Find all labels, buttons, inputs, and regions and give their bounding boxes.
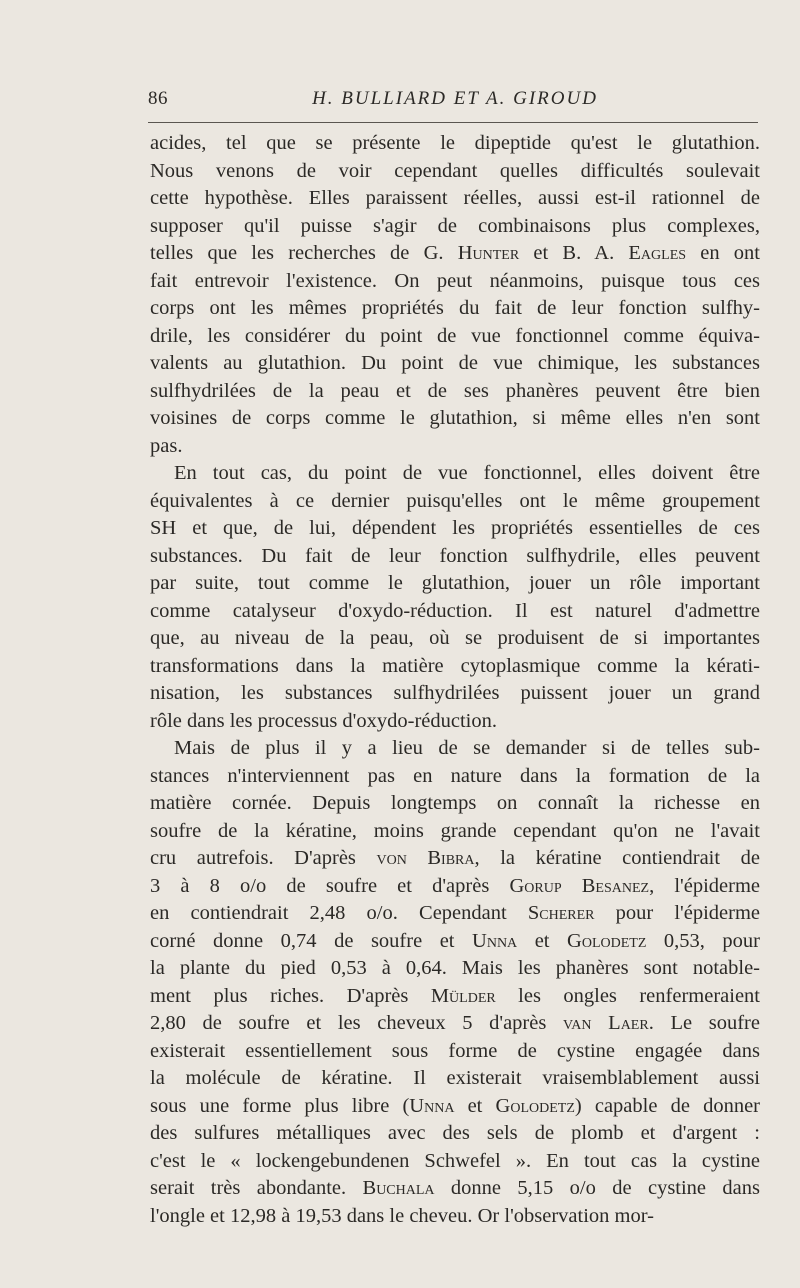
text-line — [150, 1175, 760, 1203]
text-run: la plante du pied 0,53 à 0,64. Mais les phanères sont notable- — [150, 957, 760, 979]
text-line — [150, 460, 760, 488]
text-run: , la kératine contiendrait de — [474, 847, 760, 869]
text-line — [150, 1065, 760, 1093]
author-name: Eagles — [628, 242, 687, 264]
text-run: équivalentes à ce dernier puisqu'elles ont le même groupement — [150, 489, 760, 512]
text-run: valents au glutathion. Du point de vue chimique, les substances — [150, 352, 760, 374]
text-line — [150, 323, 760, 351]
author-name: von Bibra — [376, 847, 475, 869]
text-run: matière cornée. Depuis longtemps on connaît la richesse en — [150, 792, 760, 814]
author-name: Golodetz — [495, 1094, 575, 1117]
text-run: comme catalyseur d'oxydo-réduction. Il est naturel d'admettre — [150, 599, 760, 622]
text-run: drile, les considérer du point de vue fonctionnel comme équiva- — [150, 324, 760, 347]
text-line — [150, 268, 760, 296]
text-line — [150, 763, 760, 791]
text-run: . Le soufre — [648, 1012, 760, 1034]
text-line — [150, 900, 760, 928]
text-run: en ont — [686, 242, 760, 264]
text-line — [150, 213, 760, 241]
text-line — [150, 295, 760, 323]
text-line — [150, 928, 760, 956]
text-run: donne 5,15 o/o de cystine dans — [434, 1177, 760, 1199]
text-line — [150, 350, 760, 378]
text-line — [150, 680, 760, 708]
text-run: nisation, les substances sulfhydrilées puissent jouer un grand — [150, 682, 760, 704]
text-line — [150, 735, 760, 763]
text-run: ) capable de donner — [574, 1094, 760, 1117]
text-line — [150, 625, 760, 653]
text-run: sulfhydrilées de la peau et de ses phanères peuvent être bien — [150, 379, 760, 402]
author-name: Mülder — [430, 984, 496, 1007]
text-run: sous une forme plus libre ( — [150, 1094, 410, 1117]
running-title: H. BULLIARD ET A. GIROUD — [312, 88, 598, 109]
text-run: Nous venons de voir cependant quelles difficultés soulevait — [150, 159, 760, 182]
text-run: rôle dans les processus d'oxydo-réduction. — [150, 709, 497, 732]
page-number: 86 — [148, 88, 168, 109]
text-run: en contiendrait 2,48 o/o. Cependant — [150, 902, 528, 924]
text-line — [150, 1148, 760, 1176]
text-run: 0,53, pour — [646, 929, 761, 952]
header-rule — [148, 122, 758, 123]
text-line — [150, 240, 760, 268]
text-run: voisines de corps comme le glutathion, si même elles n'en sont — [150, 407, 760, 429]
text-run: 2,80 de soufre et les cheveux 5 d'après — [150, 1012, 563, 1034]
text-run: soufre de la kératine, moins grande cependant qu'on ne l'avait — [150, 819, 760, 842]
text-run: , l'épiderme — [649, 874, 760, 897]
text-run: Mais de plus il y a lieu de se demander si de telles sub- — [174, 737, 760, 759]
page-header — [148, 88, 762, 116]
text-run: telles que les recherches de G. — [150, 242, 458, 264]
text-line — [150, 1038, 760, 1066]
text-run: stances n'interviennent pas en nature dans la formation de la — [150, 764, 760, 787]
text-run: pas. — [150, 434, 183, 457]
text-run: existerait essentiellement sous forme de cystine engagée dans — [150, 1039, 760, 1062]
text-run: c'est le « lockengebundenen Schwefel ». En tout cas la cystine — [150, 1149, 760, 1172]
text-run: corné donne 0,74 de soufre et — [150, 929, 473, 952]
text-run: cette hypothèse. Elles paraissent réelles, aussi est-il rationnel de — [150, 187, 760, 209]
author-name: van Laer — [563, 1012, 649, 1034]
text-line — [150, 570, 760, 598]
text-line — [150, 158, 760, 186]
text-line — [150, 405, 760, 433]
author-name: Unna — [409, 1094, 455, 1117]
text-run: fait entrevoir l'existence. On peut néanmoins, puisque tous ces — [150, 269, 760, 292]
author-name: Gorup Besanez — [509, 874, 650, 897]
text-line — [150, 378, 760, 406]
text-run: transformations dans la matière cytoplasmique comme la kérati- — [150, 654, 760, 677]
text-run: que, au niveau de la peau, où se produisent de si importantes — [150, 627, 760, 649]
text-run: En tout cas, du point de vue fonctionnel, elles doivent être — [174, 462, 760, 484]
text-line — [150, 790, 760, 818]
text-run: ment plus riches. D'après — [150, 984, 431, 1007]
text-run: substances. Du fait de leur fonction sulfhydrile, elles peuvent — [150, 544, 760, 567]
text-run: acides, tel que se présente le dipeptide qu'est le glutathion. — [150, 132, 760, 154]
text-run: et — [517, 929, 568, 952]
text-line — [150, 543, 760, 571]
text-line — [150, 185, 760, 213]
text-run: serait très abondante. — [150, 1177, 363, 1199]
text-line — [150, 1010, 760, 1038]
text-run: corps ont les mêmes propriétés du fait de leur fonction sulfhy- — [150, 297, 760, 319]
text-run: cru autrefois. D'après — [150, 847, 377, 869]
text-line — [150, 515, 760, 543]
text-run: supposer qu'il puisse s'agir de combinaisons plus complexes, — [150, 214, 760, 237]
text-line — [150, 488, 760, 516]
text-line — [150, 1120, 760, 1148]
text-run: 3 à 8 o/o de soufre et d'après — [150, 874, 510, 897]
text-line — [150, 818, 760, 846]
text-line — [150, 955, 760, 983]
text-line — [150, 983, 760, 1011]
text-line — [150, 598, 760, 626]
text-run: et B. A. — [519, 242, 629, 264]
text-run: la molécule de kératine. Il existerait vraisemblablement aussi — [150, 1067, 760, 1089]
text-run: des sulfures métalliques avec des sels de plomb et d'argent : — [150, 1122, 760, 1144]
body-text — [150, 130, 760, 1230]
text-run: et — [454, 1094, 496, 1117]
author-name: Hunter — [457, 242, 520, 264]
text-line — [150, 653, 760, 681]
author-name: Scherer — [527, 902, 595, 924]
author-name: Buchala — [362, 1177, 435, 1199]
text-line — [150, 845, 760, 873]
text-line — [150, 130, 760, 158]
text-run: pour l'épiderme — [594, 902, 761, 924]
text-run: l'ongle et 12,98 à 19,53 dans le cheveu. Or l'observation mor- — [150, 1204, 654, 1227]
text-run: SH et que, de lui, dépendent les propriétés essentielles de ces — [150, 517, 760, 539]
text-line — [150, 1093, 760, 1121]
text-line — [150, 708, 760, 736]
text-run: les ongles renfermeraient — [495, 984, 760, 1007]
text-line — [150, 433, 760, 461]
text-line — [150, 873, 760, 901]
author-name: Golodetz — [567, 929, 647, 952]
text-run: par suite, tout comme le glutathion, jouer un rôle important — [150, 572, 760, 594]
author-name: Unna — [472, 929, 518, 952]
text-line — [150, 1203, 760, 1231]
